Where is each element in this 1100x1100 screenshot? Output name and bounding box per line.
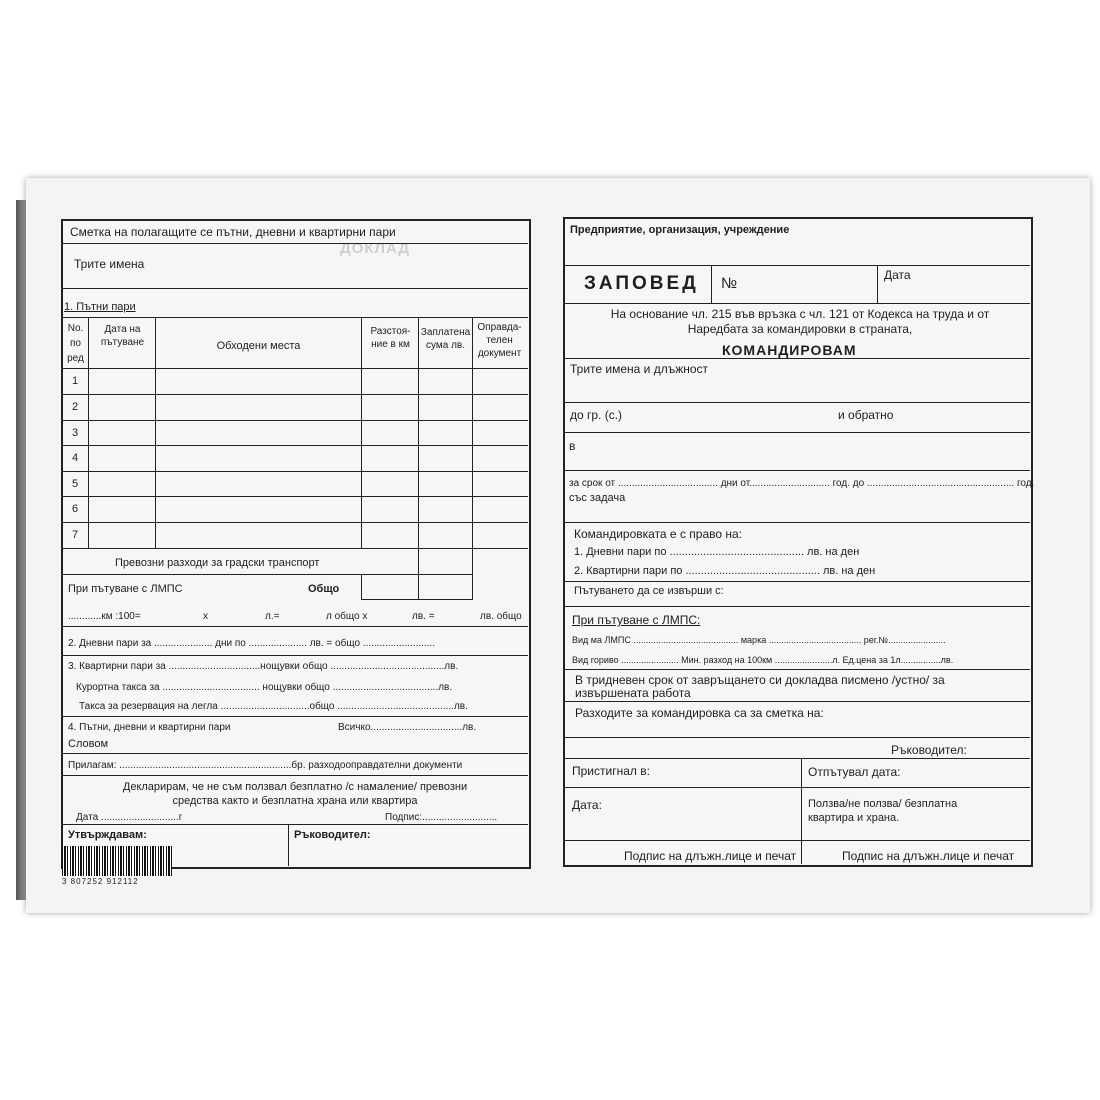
travel-by-label: Пътуването да се извърши с:: [574, 585, 724, 597]
account-header: Сметка на полагащите се пътни, дневни и квартирни пари: [70, 225, 396, 239]
command-title: КОМАНДИРОВАМ: [722, 342, 857, 358]
row-number: 7: [72, 529, 79, 541]
row-number: 4: [72, 452, 79, 464]
expenses-label: Разходите за командировка са за сметка на:: [575, 706, 824, 720]
barcode: [62, 846, 172, 876]
resort-tax-line: Курортна такса за ................................... нощувки общо ......................................лв.: [76, 682, 453, 693]
declaration-text: Декларирам, че не съм ползвал безплатно /с намаление/ превозни средства както и безплатна храна или квартира: [122, 781, 468, 807]
lodging-line: 3. Квартирни пари за .................................нощувки общо .........................................лв.: [68, 661, 459, 672]
barcode-digits: 3 807252 912112: [62, 877, 139, 886]
fuel-line: Вид гориво ....................... Мин. разход на 100км .......................л. Ед.цена за 1л................лв.: [572, 655, 954, 665]
signature-official-1: Подпис на длъжн.лице и печат: [624, 849, 797, 863]
km-line-e: лв. =: [412, 611, 435, 622]
vehicle-line: Вид ма ЛМПС .......................................... марка ..................................... рег.№.......................: [572, 635, 946, 645]
destination-label: до гр. (с.): [570, 408, 623, 422]
task-label: със задача: [569, 492, 626, 504]
total-label: Общо: [308, 583, 340, 595]
manager-label-right: Ръководител:: [891, 743, 967, 757]
col-no: No. по ред: [67, 323, 84, 364]
in-words-label: Словом: [68, 738, 109, 750]
attach-line: Прилагам: ..............................................................бр. разходооправдателни документи: [68, 760, 463, 771]
city-transport-label: Превозни разходи за градски транспорт: [115, 557, 320, 569]
lodging-used-text: Ползва/не ползва/ безплатна квартира и храна.: [808, 798, 958, 824]
manager-label-left: Ръководител:: [294, 829, 371, 841]
lmps-label: При пътуване с ЛМПС: [68, 583, 183, 595]
lmps-label-right: При пътуване с ЛМПС:: [572, 613, 701, 627]
km-line-f: лв. общо: [480, 611, 522, 622]
travel-money-section: 1. Пътни пари: [64, 301, 136, 313]
daily-allowance-line: 2. Дневни пари за ..................... дни по ..................... лв. = общо ..........................: [68, 638, 436, 649]
col-document: Оправда-телен документ: [477, 322, 522, 359]
rights-label: Командировката е с право на:: [574, 527, 743, 541]
and-back-label: и обратно: [838, 408, 894, 422]
lodging-rate-line: 2. Квартирни пари по ............................................ лв. на ден: [574, 565, 876, 577]
names-position-label: Трите имена и длъжност: [570, 362, 709, 376]
total-all-line: Всичко.................................лв.: [338, 722, 477, 733]
order-title: ЗАПОВЕД: [584, 273, 699, 294]
row-number: 1: [72, 375, 79, 387]
km-line-b: х: [203, 611, 208, 622]
departed-label: Отпътувал дата:: [808, 765, 901, 779]
km-line-c: л.=: [265, 611, 280, 622]
signature-line: Подпис:...........................: [385, 812, 498, 823]
term-line: за срок от .................................... дни от............................. год. до ..................................................... год.: [569, 478, 1035, 489]
order-number-label: №: [721, 275, 738, 292]
row-number: 5: [72, 478, 79, 490]
col-paid: Заплатена сума лв.: [420, 327, 471, 351]
km-line-d: л общо х: [326, 611, 368, 622]
organization-label: Предприятие, организация, учреждение: [570, 224, 790, 236]
col-date: Дата на пътуване: [100, 324, 145, 348]
col-distance: Разстоя-ние в км: [370, 326, 411, 350]
daily-rate-line: 1. Дневни пари по ............................................ лв. на ден: [574, 546, 860, 558]
legal-basis-text: На основание чл. 215 във връзка с чл. 121 от Кодекса на труда и от Наредбата за командировки в страната,: [610, 307, 990, 336]
row-number: 3: [72, 427, 79, 439]
bleed-through-text: ДОКЛАД: [340, 240, 411, 257]
approve-label: Утвърждавам:: [68, 829, 147, 841]
names-label: Трите имена: [74, 257, 145, 271]
date-label-right: Дата:: [572, 798, 602, 812]
row-number: 2: [72, 401, 79, 413]
km-line-a: ............км :100=: [68, 611, 141, 622]
order-date-label: Дата: [884, 268, 911, 282]
total-money-label: 4. Пътни, дневни и квартирни пари: [68, 722, 231, 733]
reservation-line: Такса за резервация на легла ................................общо ..........................................лв.: [79, 701, 468, 712]
col-places: Обходени места: [216, 340, 301, 352]
arrived-label: Пристигнал в:: [572, 764, 650, 778]
row-number: 6: [72, 503, 79, 515]
signature-official-2: Подпис на длъжн.лице и печат: [842, 849, 1015, 863]
in-label: в: [569, 439, 576, 453]
date-line: Дата ............................г: [76, 812, 183, 823]
report-text: В тридневен срок от завръщането си докладва писмено /устно/ за извършената работа: [575, 673, 945, 700]
